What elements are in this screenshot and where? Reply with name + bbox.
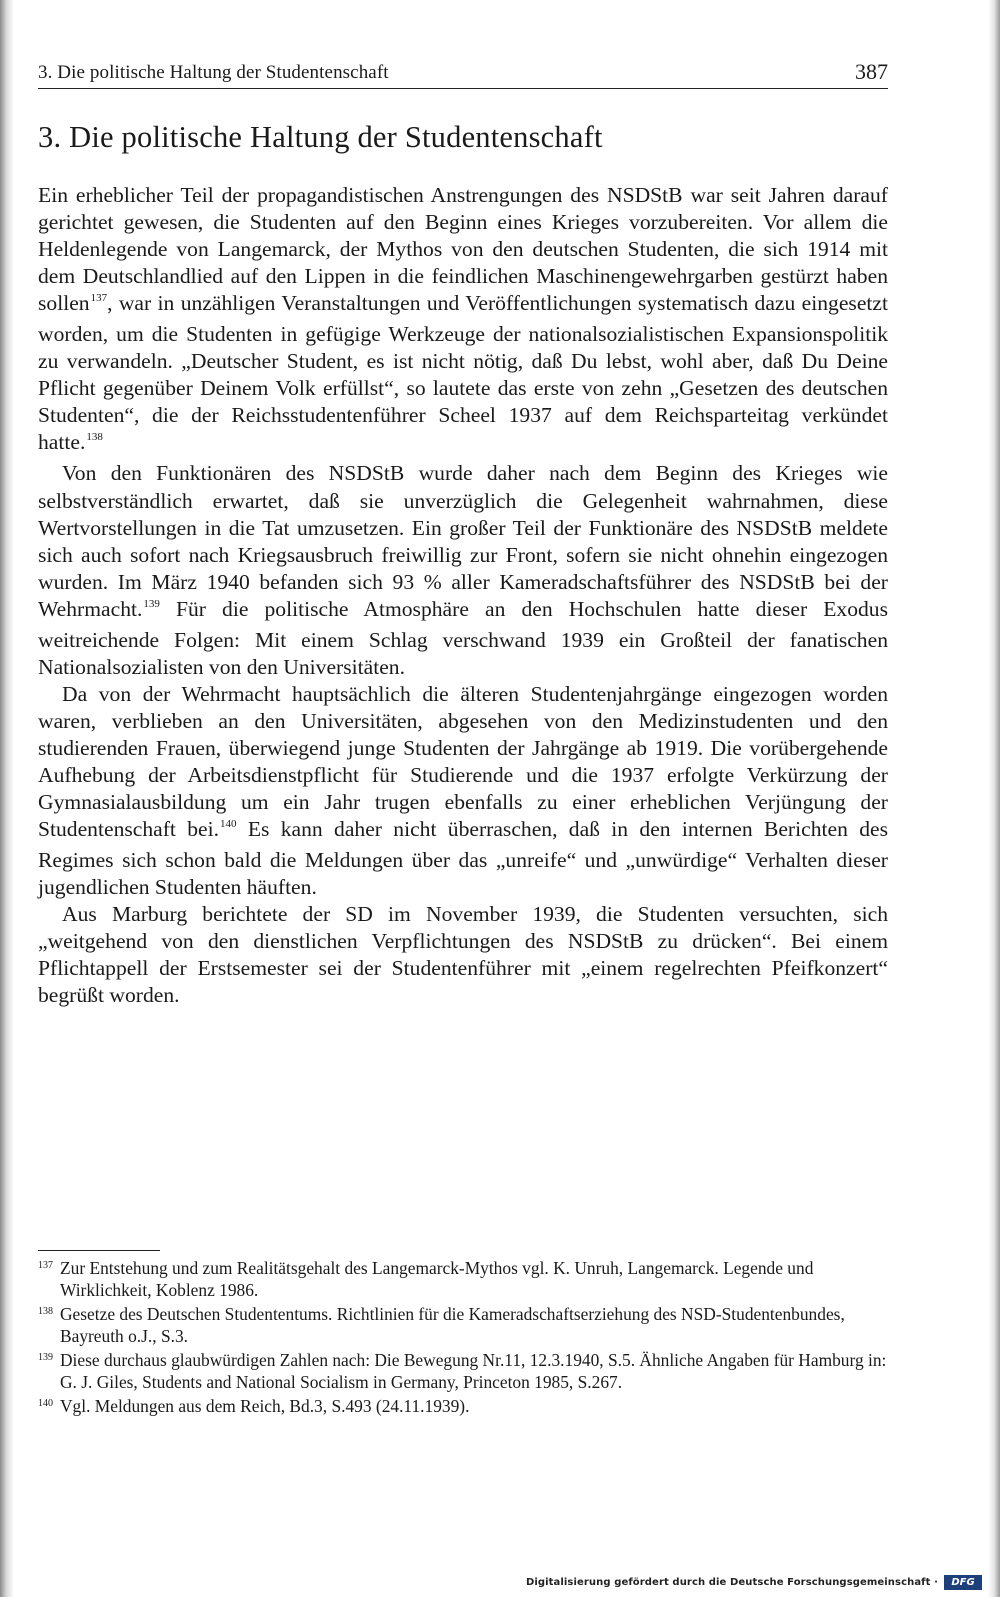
- paragraph-1: [38, 182, 888, 460]
- paragraph-2: [38, 460, 888, 680]
- footnote-number: 139: [38, 1351, 53, 1363]
- paragraph-1-text-b: , war in unzähligen Veranstaltungen und Veröffentlichungen systematisch dazu eingesetzt worden, um die Studenten in gefügige Werkzeuge der nationalsozialistischen Expansionspolitik zu verwandeln. „Deutscher Student, es ist nicht nötig, daß Du lebst, wohl aber, daß Du Deine Pflicht gegenüber Deinem Volk erfüllst“, so lautete das erste von zehn „Gesetzen des deutschen Studenten“, die der Reichsstudentenführer Scheel 1937 auf dem Reichsparteitag verkündet hatte.: [38, 291, 888, 455]
- footnote-divider: [38, 1250, 160, 1251]
- paragraph-2-text-b: Für die politische Atmosphäre an den Hochschulen hatte dieser Exodus weitreichende Folgen: Mit einem Schlag verschwand 1939 ein Großteil der fanatischen Nationalsozialisten von den Universitäten.: [38, 596, 888, 679]
- running-title: 3. Die politische Haltung der Studentenschaft: [38, 62, 389, 83]
- footnote-text: Diese durchaus glaubwürdigen Zahlen nach: Die Bewegung Nr.11, 12.3.1940, S.5. Ähnliche Angaben für Hamburg in: G. J. Giles, Students and National Socialism in Germany, Princeton 1985, S.267.: [60, 1349, 887, 1392]
- section-heading: 3. Die politische Haltung der Studentenschaft: [38, 120, 603, 154]
- footnote-text: Gesetze des Deutschen Studententums. Richtlinien für die Kameradschaftserziehung des NSD-Studentenbundes, Bayreuth o.J., S.3.: [60, 1303, 845, 1346]
- paragraph-1-text-a: Ein erheblicher Teil der propagandistischen Anstrengungen des NSDStB war seit Jahren darauf gerichtet gewesen, die Studenten auf den Beginn eines Krieges vorzubereiten. Vor allem die Heldenlegende von Langemarck, der Mythos von den deutschen Studenten, die sich 1914 mit dem Deutschlandlied auf den Lippen in die feindlichen Maschinengewehrgarben gestürzt haben sollen: [38, 183, 888, 316]
- footnote-text: Zur Entstehung und zum Realitätsgehalt des Langemarck-Mythos vgl. K. Unruh, Langemarck. Legende und Wirklichkeit, Koblenz 1986.: [60, 1258, 814, 1300]
- paragraph-2-text-a: Von den Funktionären des NSDStB wurde daher nach dem Beginn des Krieges wie selbstverständlich erwartet, daß sie unverzüglich die Gelegenheit wahrnahmen, diese Wertvorstellungen in die Tat umzusetzen. Ein großer Teil der Funktionäre des NSDStB meldete sich auch sofort nach Kriegsausbruch freiwillig zur Front, sofern sie nicht ohnehin eingezogen wurden. Im März 1940 befanden sich 93 % aller Kameradschaftsführer des NSDStB bei der Wehrmacht.: [38, 461, 888, 621]
- footnote-ref-140: 140: [220, 818, 237, 831]
- footnote-number: 138: [38, 1305, 53, 1317]
- footnote-number: 137: [38, 1260, 53, 1271]
- paragraph-3-text-b: Es kann daher nicht überraschen, daß in den internen Berichten des Regimes sich schon bald die Meldungen über das „unreife“ und „unwürdige“ Verhalten dieser jugendlichen Studenten häuften.: [38, 817, 888, 900]
- paragraph-4: [38, 901, 888, 1009]
- digitization-credit: Digitalisierung gefördert durch die Deutsche Forschungsgemeinschaft ·: [525, 1577, 938, 1588]
- footnote: [38, 1304, 888, 1347]
- footnote-ref-137: 137: [90, 292, 108, 305]
- footnote: [38, 1396, 888, 1418]
- footnote-ref-138: 138: [86, 431, 103, 444]
- body-text: [38, 182, 888, 1009]
- paragraph-4-text-a: Aus Marburg berichtete der SD im November 1939, die Studenten versuchten, sich „weitgehend von den dienstlichen Verpflichtungen des NSDStB zu drücken“. Bei einem Pflichtappell der Erstsemester sei der Studentenführer mit „einem regelrechten Pfeifkonzert“ begrüßt worden.: [38, 902, 888, 1008]
- footnote-number: 140: [38, 1397, 53, 1409]
- page-edge-shadow-right: [988, 0, 1000, 1597]
- running-header: [38, 58, 888, 89]
- footnote: [38, 1350, 888, 1393]
- footnote: [38, 1258, 888, 1301]
- footnotes: [38, 1258, 888, 1420]
- paragraph-3: [38, 681, 888, 901]
- page-number: 387: [855, 59, 888, 84]
- page-edge-shadow-left: [0, 0, 14, 1597]
- footnote-text: Vgl. Meldungen aus dem Reich, Bd.3, S.493 (24.11.1939).: [60, 1395, 470, 1416]
- footnote-ref-139: 139: [143, 597, 160, 610]
- paragraph-3-text-a: Da von der Wehrmacht hauptsächlich die älteren Studentenjahrgänge eingezogen worden waren, verblieben an den Universitäten, abgesehen von den Medizinstudenten und den studierenden Frauen, überwiegend junge Studenten der Jahrgänge ab 1919. Die vorübergehende Aufhebung der Arbeitsdienstpflicht für Studierende und die 1937 erfolgte Verkürzung der Gymnasialausbildung um ein Jahr trugen ebenfalls zu einer erheblichen Verjüngung der Studentenschaft bei.: [38, 681, 888, 842]
- dfg-logo: DFG: [944, 1575, 982, 1590]
